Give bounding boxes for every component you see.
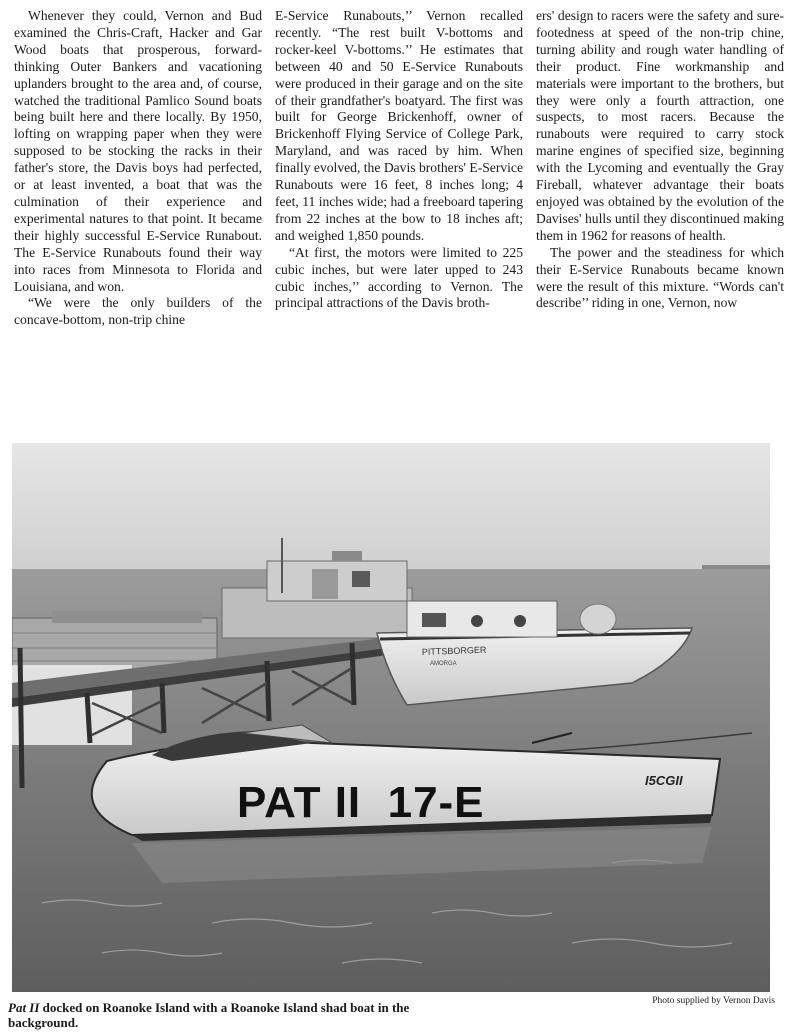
- paragraph: E-Service Runabouts,’’ Vernon recalled recently. “The rest built V-bottoms and rocker-keel V-bottoms.’’ He estimates that between 40 and 50 E-Service Runabouts were produced in their garage and on the site of their grandfather's boatyard. The first was built for George Brickenhoff, owner of Brickenhoff Flying Service of College Park, Maryland, and was raced by him. When finally evolved, the Davis brothers' E-Service Runabouts were 16 feet, 8 inches long; 4 feet, 11 inches wide; had a freeboard tapering from 22 inches at the bow to 18 inches aft; and weighed 1,850 pounds.: [275, 8, 523, 243]
- paragraph: “At first, the motors were limited to 225 cubic inches, but were later upped to 243 cubic inches,’’ according to Vernon. The principal attractions of the Davis broth-: [275, 244, 523, 311]
- paragraph: Whenever they could, Vernon and Bud examined the Chris-Craft, Hacker and Gar Wood boats that prosperous, forward-thinking Outer Bankers and vacationing uplanders brought to the area and, of course, watched the traditional Pamlico Sound boats being built here and there locally. By 1950, lofting on wrapping paper when they were supposed to be stocking the racks in their father's store, the Davis boys had perfected, or at least invented, a boat that was the culmination of their experience and experimental natures to that point. It became their highly successful E-Service Runabout. The E-Service Runabouts found their way into races from Minnesota to Florida and Louisiana, and won.: [14, 8, 262, 294]
- photo-caption: [8, 1000, 448, 1030]
- caption-boat-name: Pat II: [8, 1000, 40, 1015]
- shad-boat-sub: AMORGA: [430, 661, 457, 667]
- shad-boat-name: PITTSBORGER: [421, 644, 487, 657]
- paragraph: ers' design to racers were the safety and sure-footedness at speed of the non-trip chine, turning ability and rough water handling of their product. Fine workmanship and materials were important to the brothers, but they were only a fourth attraction, one suspects, to most racers. Because the runabouts were required to carry stock marine engines of specified size, beginning with the Lycoming and eventually the Gray Fireball, whatever advantage their boats enjoyed was obtained by the evolution of the Davises' hulls until they discontinued making them in 1962 for reasons of health.: [536, 8, 784, 243]
- boat-photo: [12, 443, 770, 992]
- caption-text: docked on Roanoke Island with a Roanoke Island shad boat in the background.: [8, 1000, 410, 1030]
- column-2: [275, 8, 523, 420]
- photo-credit: Photo supplied by Vernon Davis: [652, 996, 775, 1006]
- column-3: [536, 8, 784, 420]
- hull-lettering: PAT II 17-E: [237, 778, 485, 827]
- hull-number: I5CGII: [645, 773, 683, 788]
- paragraph: The power and the steadiness for which their E-Service Runabouts became known were the result of this mixture. “Words can't describe’’ riding in one, Vernon, now: [536, 244, 784, 311]
- article-columns: [14, 8, 784, 420]
- paragraph: “We were the only builders of the concave-bottom, non-trip chine: [14, 295, 262, 328]
- column-1: [14, 8, 262, 420]
